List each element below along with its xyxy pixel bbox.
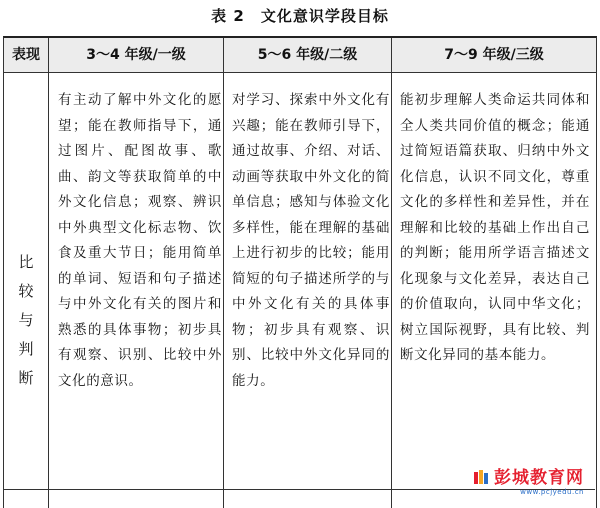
- row-label-char: 判: [18, 340, 34, 358]
- column-divider: [391, 38, 392, 508]
- books-icon: [473, 469, 491, 485]
- cell-level-1: 有主动了解中外文化的愿望；能在教师指导下，通过图片、配图故事、歌曲、韵文等获取简单的中外文化信息；观察、辨识中外典型文化标志物、饮食及重大节日；能用简单的单词、短语和句子描述与中外文化有关的图片和熟悉的具体事物；初步具有观察、识别、比较中外文化的意识。: [58, 92, 222, 389]
- header-level-2: 5～6 年级/二级: [224, 38, 391, 73]
- watermark-url: www.pcjyedu.cn: [520, 488, 584, 496]
- header-performance: 表现: [4, 38, 48, 73]
- row-label-char: 比: [18, 253, 34, 271]
- table-title: 表 2 文化意识学段目标: [211, 7, 389, 25]
- goals-table: [3, 36, 597, 508]
- row-label-char: 较: [18, 282, 34, 300]
- watermark-name: 彭城教育网: [494, 468, 584, 488]
- column-divider: [223, 38, 224, 508]
- row-label-char: 断: [18, 369, 34, 387]
- header-level-3: 7～9 年级/三级: [392, 38, 596, 73]
- row-label-char: 与: [18, 311, 34, 329]
- cell-level-2: 对学习、探索中外文化有兴趣；能在教师引导下，通过故事、介绍、对话、动画等获取中外文化的简单信息；感知与体验文化多样性，能在理解的基础上进行初步的比较；能用简短的句子描述所学的与中外文化有关的具体事物；初步具有观察、识别、比较中外文化异同的能力。: [232, 92, 390, 389]
- watermark-logo: [473, 463, 584, 496]
- cell-level-3: 能初步理解人类命运共同体和全人类共同价值的概念；能通过简短语篇获取、归纳中外文化信息，认识不同文化，尊重文化的多样性和差异性，并在理解和比较的基础上作出自己的判断；能用所学语言描述文化现象与文化差异，表达自己的价值取向，认同中华文化；树立国际视野，具有比较、判断文化异同的基本能力。: [400, 92, 590, 363]
- column-divider: [48, 38, 49, 508]
- header-level-1: 3～4 年级/一级: [49, 38, 223, 73]
- row-label-compare-judge: [4, 248, 48, 393]
